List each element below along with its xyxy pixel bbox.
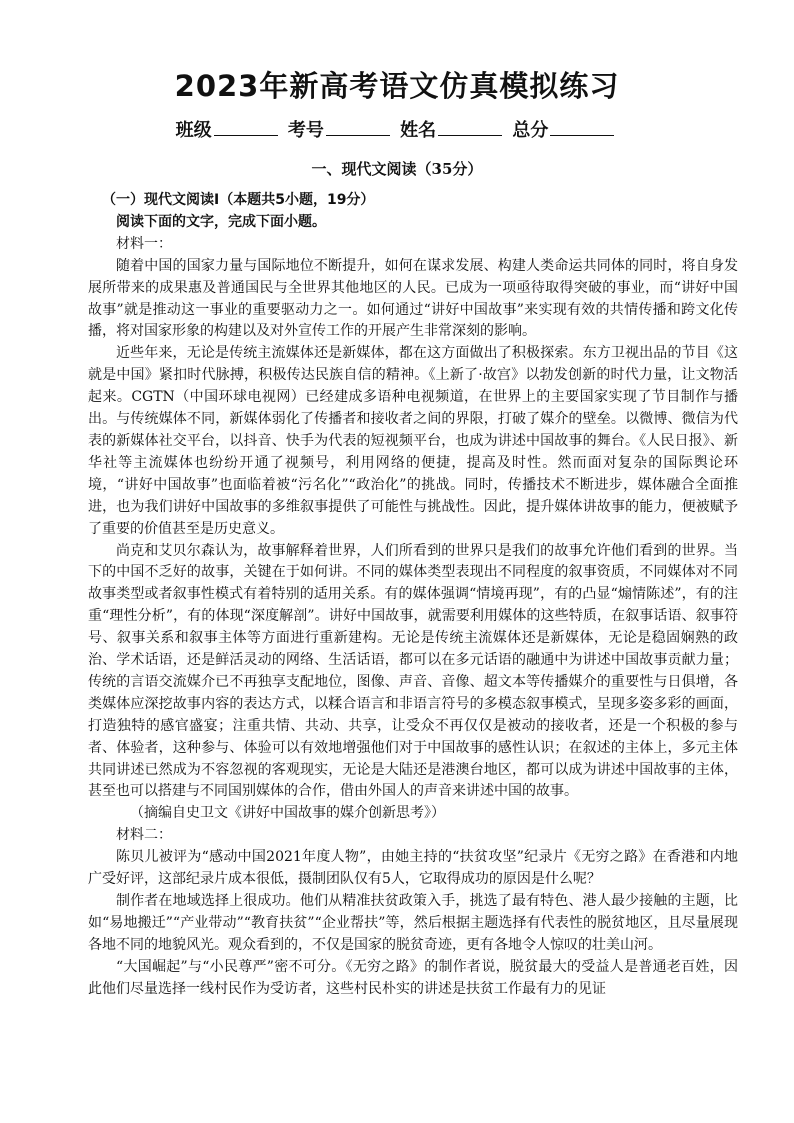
paragraph: 陈贝儿被评为“感动中国2021年度人物”，由她主持的“扶贫攻坚”纪录片《无穷之路》在香港和内地广受好评，这部纪录片成本很低，摄制团队仅有5人，它取得成功的原因是什么呢？ (88, 849, 738, 888)
score-label: 总分 (512, 120, 549, 141)
paragraph: 近些年来，无论是传统主流媒体还是新媒体，都在这方面做出了积极探索。东方卫视出品的节目《这就是中国》紧扣时代脉搏，积极传达民族自信的精神。《上新了·故宫》以勃发创新的时代力量，让文物活起来。CGTN（中国环球电视网）已经建成多语种电视频道，在世界上的主要国家实现了节目制作与播出。与传统媒体不同，新媒体弱化了传播者和接收者之间的界限，打破了媒介的壁垒。以微博、微信为代表的新媒体社交平台，以抖音、快手为代表的短视频平台，也成为讲述中国故事的舞台。《人民日报》、新华社等主流媒体也纷纷开通了视频号，利用网络的便捷，提高及时性。然而面对复杂的国际舆论环境，“讲好中国故事”也面临着被“污名化”“政治化”的挑战。同时，传播技术不断进步，媒体融合全面推进，也为我们讲好中国故事的多维叙事提供了可能性与挑战性。因此，提升媒体讲故事的能力，便被赋予了重要的价值甚至是历史意义。 (88, 345, 738, 537)
paragraph: “大国崛起”与“小民尊严”密不可分。《无穷之路》的制作者说，脱贫最大的受益人是普通老百姓，因此他们尽量选择一线村民作为受访者，这些村民朴实的讲述是扶贫工作最有力的见证 (88, 958, 738, 997)
paragraph: 随着中国的国家力量与国际地位不断提升，如何在谋求发展、构建人类命运共同体的同时，将自身发展所带来的成果惠及普通国民与全世界其他地区的人民。已成为一项亟待取得突破的事业，而“讲好中国故事”就是推动这一事业的重要驱动力之一。如何通过“讲好中国故事”来实现有效的共情传播和跨文化传播，将对国家形象的构建以及对外宣传工作的开展产生非常深刻的影响。 (88, 257, 738, 340)
class-blank (214, 119, 278, 136)
instruction: 阅读下面的文字，完成下面小题。 (116, 213, 326, 230)
sub-heading: （一）现代文阅读Ⅰ（本题共5小题，19分） (102, 192, 375, 208)
name-blank (438, 119, 502, 136)
paragraph: 尚克和艾贝尔森认为，故事解释着世界，人们所看到的世界只是我们的故事允许他们看到的世界。当下的中国不乏好的故事，关键在于如何讲。不同的媒体类型表现出不同程度的叙事资质，不同媒体对不同故事类型或者叙事性模式有着特别的适用关系。有的媒体强调“情境再现”，有的凸显“煽情陈述”，有的注重“理性分析”，有的体现“深度解剖”。讲好中国故事，就需要利用媒体的这些特质，在叙事话语、叙事符号、叙事关系和叙事主体等方面进行重新建构。无论是传统主流媒体还是新媒体，无论是稳固娴熟的政治、学术话语，还是鲜活灵动的网络、生活话语，都可以在多元话语的融通中为讲述中国故事贡献力量；传统的言语交流媒介已不再独享支配地位，图像、声音、音像、超文本等传播媒介的重要性与日俱增，各类媒体应深挖故事内容的表达方式，以糅合语言和非语言符号的多模态叙事模式，呈现多姿多彩的画面，打造独特的感官盛宴；注重共情、共动、共享，让受众不再仅仅是被动的接收者，还是一个积极的参与者、体验者，这种参与、体验可以有效地增强他们对于中国故事的感性认识；在叙述的主体上，多元主体共同讲述已然成为不容忽视的客观现实，无论是大陆还是港澳台地区，都可以成为讲述中国故事的主体，甚至也可以搭建与不同国别媒体的合作，借由外国人的声音来讲述中国的故事。 (88, 542, 738, 800)
page-title: 2023年新高考语文仿真模拟练习 (174, 69, 620, 103)
student-info-line (0, 116, 794, 142)
paragraph: 制作者在地域选择上很成功。他们从精准扶贫政策入手，挑选了最有特色、港人最少接触的主题，比如“易地搬迁”“产业带动”“教育扶贫”“企业帮扶”等，然后根据主题选择有代表性的脱贫地区，且尽量展现各地不同的地貌风光。观众看到的，不仅是国家的脱贫奇迹，更有各地令人惊叹的壮美山河。 (88, 893, 738, 953)
material2-label: 材料二： (116, 827, 172, 844)
source-citation: （摘编自史卫文《讲好中国故事的媒介创新思考》） (130, 805, 445, 822)
exam-no-label: 考号 (287, 120, 324, 141)
exam-no-blank (326, 119, 390, 136)
material1-label: 材料一： (116, 235, 172, 252)
reading-content (88, 190, 738, 1001)
score-blank (550, 119, 614, 136)
name-label: 姓名 (400, 120, 437, 141)
class-label: 班级 (175, 120, 212, 141)
section-title: 一、现代文阅读（35分） (311, 160, 483, 178)
